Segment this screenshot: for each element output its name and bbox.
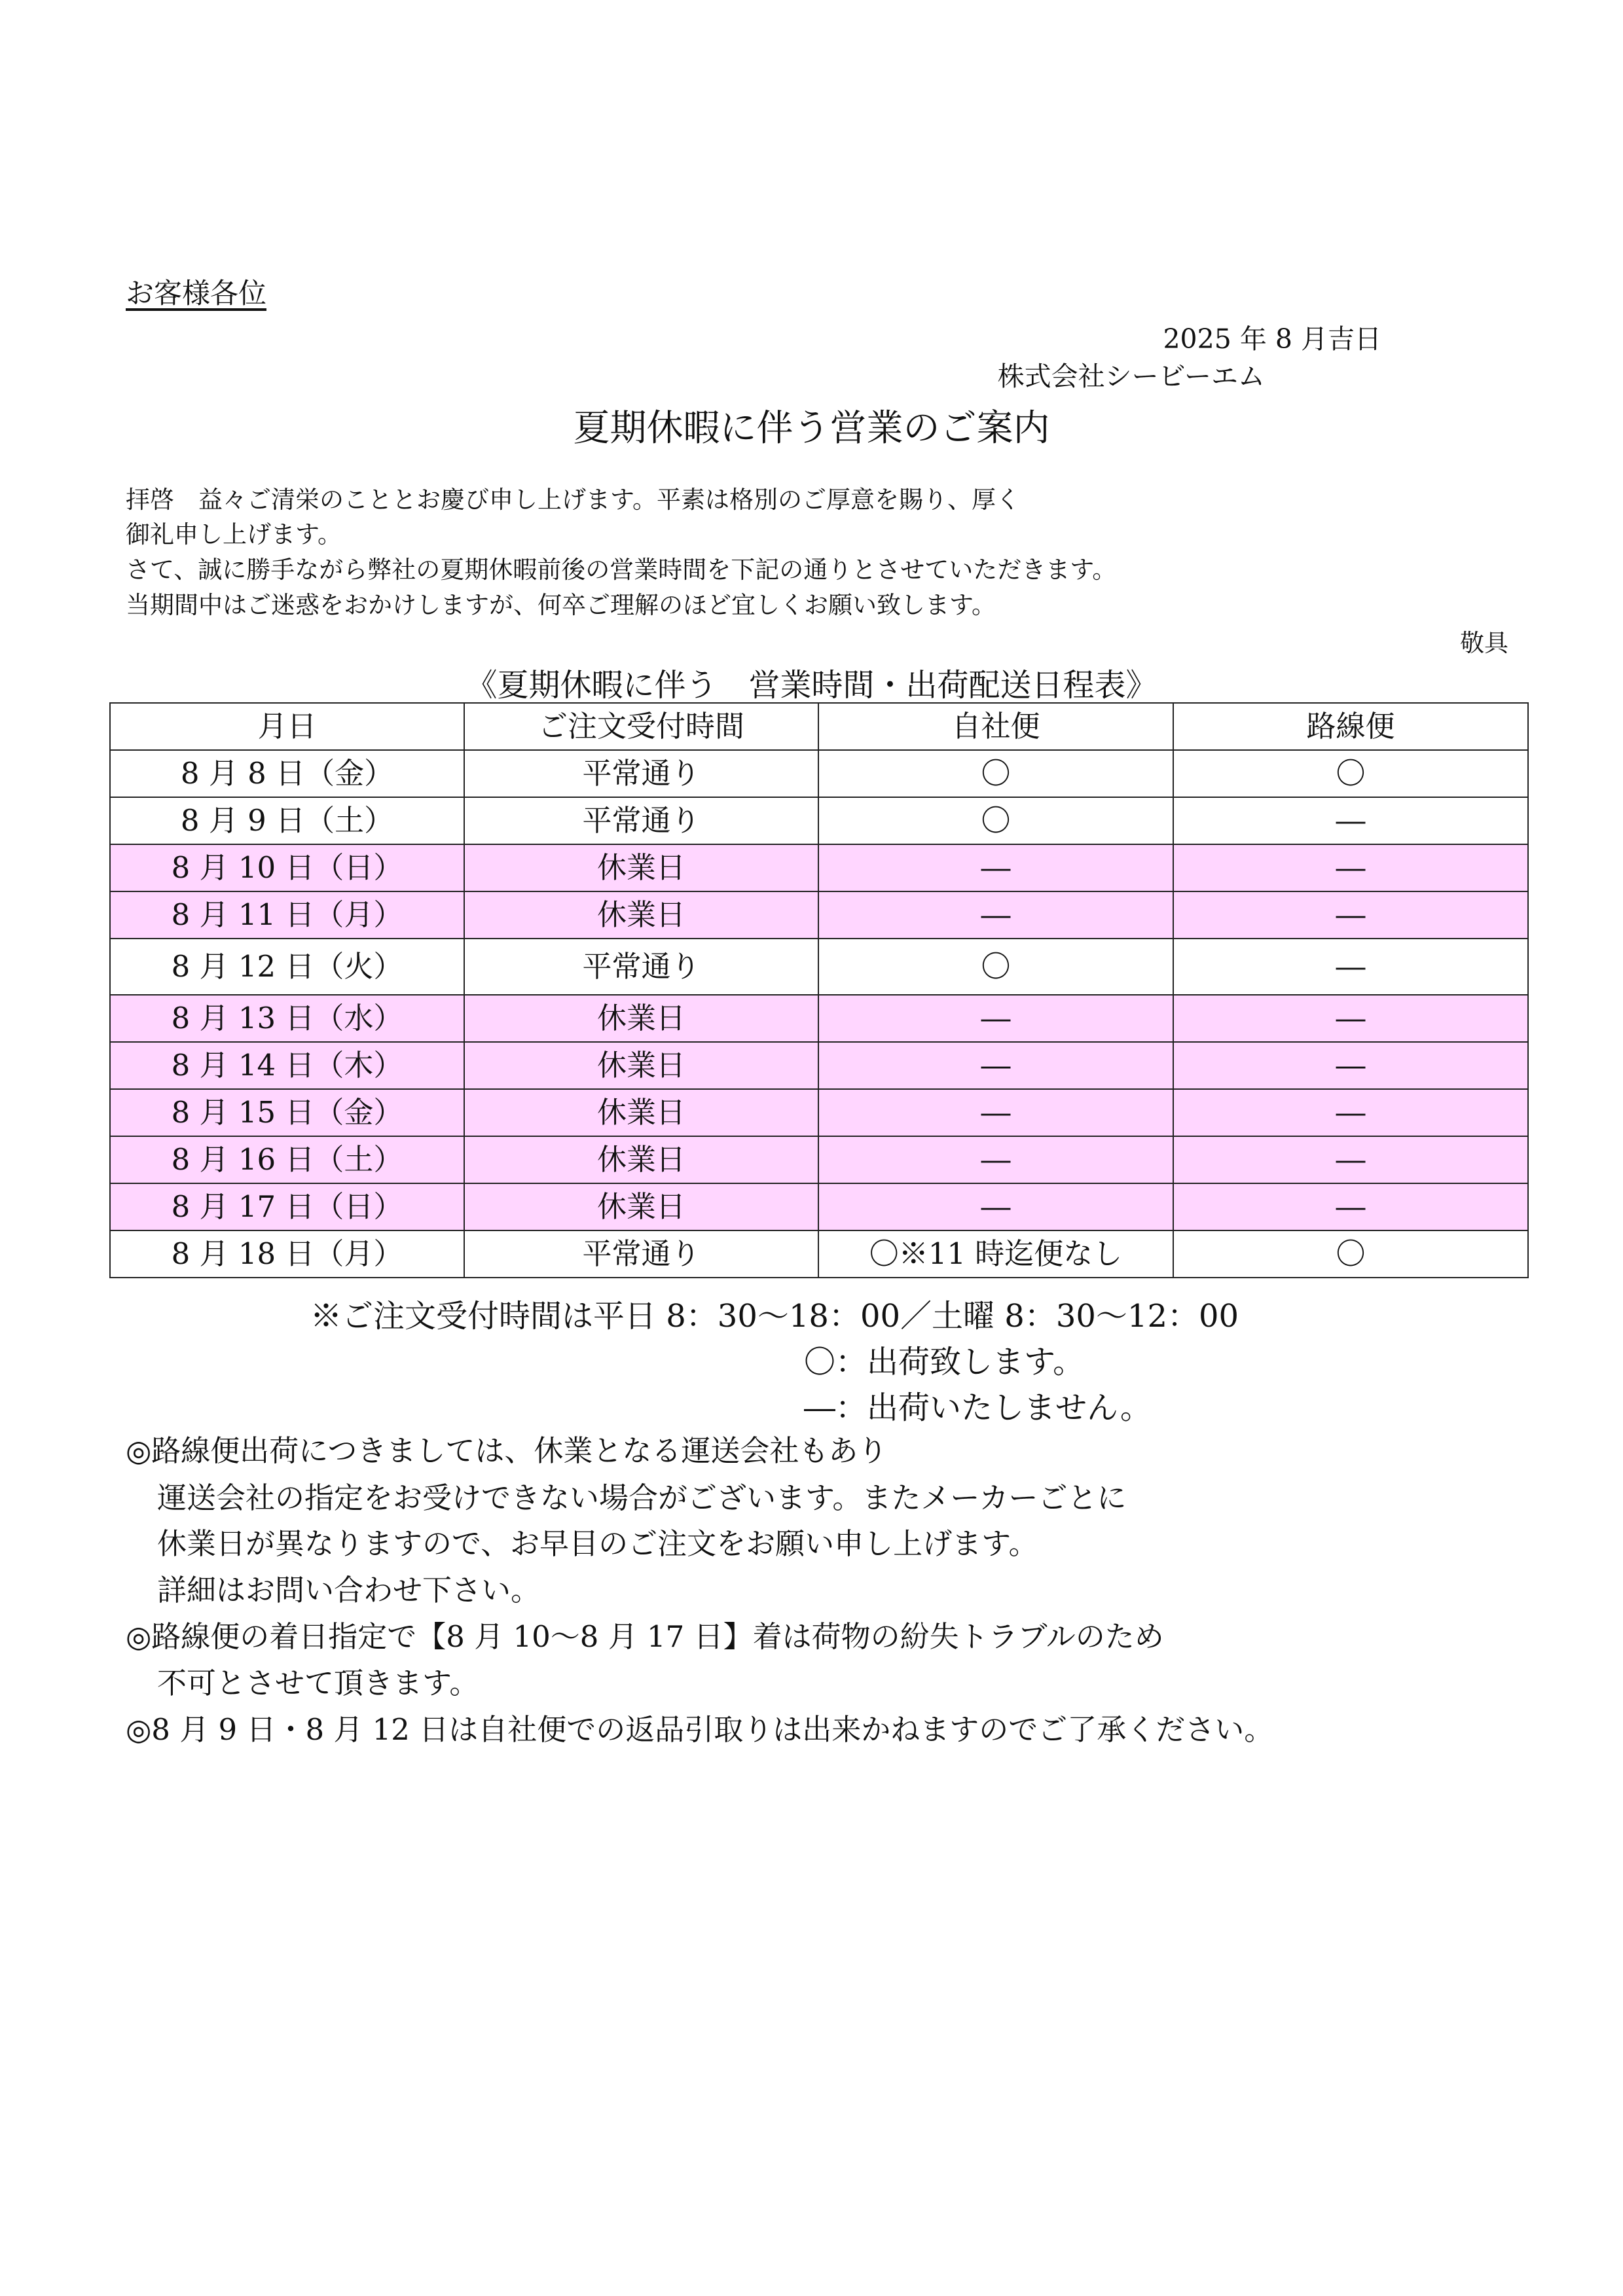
cell-order-hours: 休業日: [464, 995, 818, 1042]
body-line-4: 当期間中はご迷惑をおかけしますが、何卒ご理解のほど宜しくお願い致します。: [126, 591, 996, 619]
remark-line-1: ◎路線便出荷につきましては、休業となる運送会社もあり: [126, 1433, 888, 1468]
table-row-holiday: [110, 844, 1528, 891]
cell-own-delivery: ―: [818, 1089, 1173, 1136]
table-row-holiday: [110, 1183, 1528, 1230]
header-order-hours: ご注文受付時間: [464, 703, 818, 750]
cell-carrier-delivery: ―: [1173, 797, 1528, 844]
cell-order-hours: 平常通り: [464, 797, 818, 844]
body-line-2: 御礼申し上げます。: [126, 520, 342, 548]
cell-own-delivery: 〇: [818, 797, 1173, 844]
company-name: 株式会社シービーエム: [997, 361, 1265, 392]
letter-date: 2025 年 8 月吉日: [1163, 323, 1381, 355]
cell-carrier-delivery: ―: [1173, 1136, 1528, 1183]
cell-carrier-delivery: ―: [1173, 995, 1528, 1042]
body-line-1: 拝啓 益々ご清栄のこととお慶び申し上げます。平素は格別のご厚意を賜り、厚く: [126, 486, 1021, 514]
cell-carrier-delivery: 〇: [1173, 1230, 1528, 1278]
order-hours-note: ※ご注文受付時間は平日 8：30～18：00／土曜 8：30～12：00: [310, 1298, 1239, 1335]
cell-carrier-delivery: ―: [1173, 1089, 1528, 1136]
schedule-table: [109, 702, 1529, 1278]
cell-order-hours: 休業日: [464, 1183, 818, 1230]
cell-order-hours: 休業日: [464, 891, 818, 939]
remark-line-7: ◎8 月 9 日・8 月 12 日は自社便での返品引取りは出来かねますのでご了承ください。: [126, 1712, 1274, 1747]
cell-order-hours: 平常通り: [464, 750, 818, 797]
cell-date: 8 月 10 日（日）: [110, 844, 464, 891]
cell-own-delivery: ―: [818, 891, 1173, 939]
table-row: [110, 939, 1528, 995]
cell-own-delivery: 〇: [818, 750, 1173, 797]
remark-line-6: 不可とさせて頂きます。: [157, 1666, 479, 1700]
closing-keigu: 敬具: [1460, 629, 1508, 657]
cell-date: 8 月 15 日（金）: [110, 1089, 464, 1136]
remark-line-4: 詳細はお問い合わせ下さい。: [157, 1573, 541, 1607]
addressee: お客様各位: [126, 278, 266, 310]
cell-order-hours: 休業日: [464, 844, 818, 891]
cell-carrier-delivery: ―: [1173, 844, 1528, 891]
cell-own-delivery: ―: [818, 1183, 1173, 1230]
cell-date: 8 月 9 日（土）: [110, 797, 464, 844]
cell-own-delivery: ―: [818, 995, 1173, 1042]
legend-ship: 〇：出荷致します。: [804, 1344, 1085, 1380]
table-row-holiday: [110, 891, 1528, 939]
cell-own-delivery: 〇: [818, 939, 1173, 995]
table-row: [110, 1230, 1528, 1278]
remark-line-2: 運送会社の指定をお受けできない場合がございます。またメーカーごとに: [157, 1480, 1127, 1515]
document-title: 夏期休暇に伴う営業のご案内: [573, 407, 1050, 450]
cell-date: 8 月 16 日（土）: [110, 1136, 464, 1183]
cell-carrier-delivery: ―: [1173, 891, 1528, 939]
table-row: [110, 750, 1528, 797]
cell-own-delivery: ―: [818, 844, 1173, 891]
table-row-holiday: [110, 1136, 1528, 1183]
legend-no-ship: ―：出荷いたしません。: [804, 1390, 1152, 1426]
cell-own-delivery: 〇※11 時迄便なし: [818, 1230, 1173, 1278]
cell-date: 8 月 11 日（月）: [110, 891, 464, 939]
cell-order-hours: 休業日: [464, 1089, 818, 1136]
cell-carrier-delivery: ―: [1173, 1042, 1528, 1089]
cell-order-hours: 休業日: [464, 1136, 818, 1183]
cell-order-hours: 休業日: [464, 1042, 818, 1089]
cell-date: 8 月 13 日（水）: [110, 995, 464, 1042]
table-title: 《夏期休暇に伴う 営業時間・出荷配送日程表》: [465, 667, 1158, 704]
cell-date: 8 月 12 日（火）: [110, 939, 464, 995]
table-row-holiday: [110, 1042, 1528, 1089]
header-carrier-delivery: 路線便: [1173, 703, 1528, 750]
table-row-holiday: [110, 1089, 1528, 1136]
remark-line-5: ◎路線便の着日指定で【8 月 10～8 月 17 日】着は荷物の紛失トラブルのため: [126, 1619, 1164, 1654]
table-row: [110, 797, 1528, 844]
cell-carrier-delivery: ―: [1173, 939, 1528, 995]
remark-line-3: 休業日が異なりますので、お早目のご注文をお願い申し上げます。: [157, 1526, 1038, 1561]
cell-order-hours: 平常通り: [464, 1230, 818, 1278]
table-header-row: [110, 703, 1528, 750]
body-line-3: さて、誠に勝手ながら弊社の夏期休暇前後の営業時間を下記の通りとさせていただきます。: [126, 556, 1117, 584]
cell-own-delivery: ―: [818, 1042, 1173, 1089]
cell-carrier-delivery: ―: [1173, 1183, 1528, 1230]
cell-date: 8 月 8 日（金）: [110, 750, 464, 797]
cell-date: 8 月 17 日（日）: [110, 1183, 464, 1230]
cell-date: 8 月 18 日（月）: [110, 1230, 464, 1278]
cell-own-delivery: ―: [818, 1136, 1173, 1183]
header-date: 月日: [110, 703, 464, 750]
header-own-delivery: 自社便: [818, 703, 1173, 750]
cell-order-hours: 平常通り: [464, 939, 818, 995]
table-row-holiday: [110, 995, 1528, 1042]
cell-carrier-delivery: 〇: [1173, 750, 1528, 797]
cell-date: 8 月 14 日（木）: [110, 1042, 464, 1089]
